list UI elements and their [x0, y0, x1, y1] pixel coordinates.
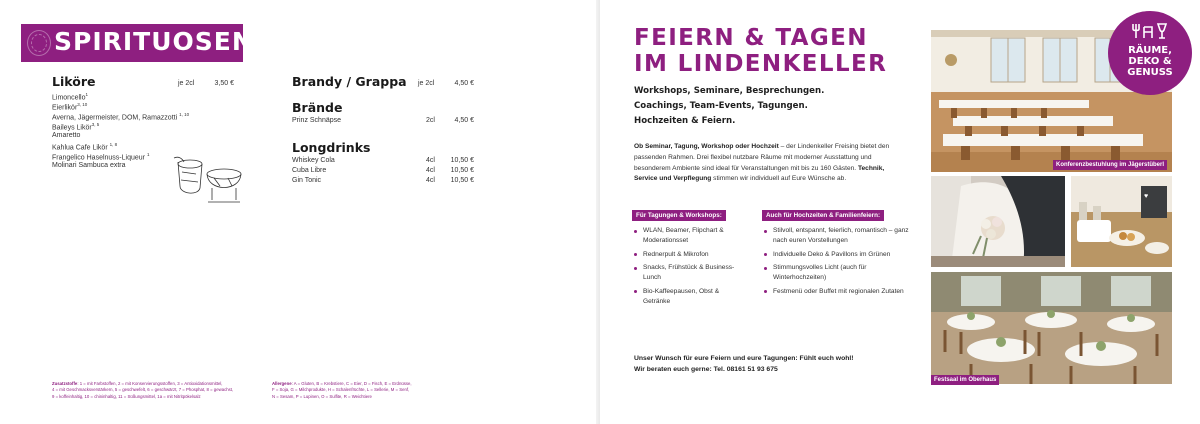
badge-text: RÄUME, DEKO & GENUSS [1127, 45, 1173, 78]
feature-badge [1108, 11, 1192, 95]
ornament-inner-icon [31, 34, 47, 52]
additives-footnote: Zusatzstoffe: 1 = mit Farbstoffen, 2 = mit Konservierungsstoffen, 3 = Antioxidationsmittel, 4 = mit Geschmacksverstärkern, 5 = geschwefelt, 6 = geschwärzt, 7 = Phosphat, 8 = gewachst, 9 = koffeinhaltig, 10 = chininhaltig, 11 = Süßungsmittel, 1a = mit Nitritpökelsalz [52, 381, 234, 399]
spirits-banner [21, 24, 254, 62]
list-item: Stimmungsvolles Licht (auch für Winterhochzeiten) [764, 263, 910, 283]
menu-item-unit: 4cl [426, 157, 435, 164]
section-title-brandy: Brandy / Grappa [292, 74, 407, 89]
mortar-sketch-illustration [166, 152, 246, 210]
menu-item-price: 10,50 € [450, 177, 474, 184]
menu-item: Eierlikör$^{3, 10}$ [52, 102, 88, 112]
caption-conference: Konferenzbestuhlung im Jägerstüberl [1053, 160, 1167, 170]
menu-item: Prinz Schnäpse [292, 117, 342, 124]
section-title-longdrinks: Longdrinks [292, 140, 371, 155]
menu-item-unit: 2cl [426, 117, 435, 124]
menu-item-price: 4,50 € [454, 117, 474, 124]
list-tagungen [634, 226, 744, 310]
intro-lines: Workshops, Seminare, Besprechungen. Coachings, Team-Events, Tagungen. Hochzeiten & Feiern. [634, 86, 825, 126]
menu-item: Kahlua Cafe Likör $^{1, 8}$ [52, 142, 118, 152]
list-hochzeiten [764, 226, 910, 300]
section-title-likoere: Liköre [52, 74, 96, 89]
menu-item: Whiskey Cola [292, 157, 335, 164]
menu-item: Limoncello$^1$ [52, 92, 88, 102]
description-paragraph: Ob Seminar, Tagung, Workshop oder Hochzeit – der Lindenkeller Freising bietet den passenden Rahmen. Drei flexibel nutzbare Räume mit moderner Ausstattung und besonderem Ambiente sind ideal für Veranstaltungen mit bis zu 160 Gästen. Technik, Service und Verpflegung stimmen wir individuell auf Eure Wünsche ab. [634, 143, 890, 183]
list-item: Individuelle Deko & Pavillons im Grünen [764, 250, 910, 260]
buffet-photo [1071, 176, 1172, 267]
label-hochzeiten: Auch für Hochzeiten & Familienfeiern: [762, 210, 884, 221]
section-title-braende: Brände [292, 100, 343, 115]
list-item: Rednerpult & Mikrofon [634, 250, 744, 260]
cutlery-chair-glass-icon [1108, 21, 1192, 41]
brandy-price: 4,50 € [454, 80, 474, 87]
caption-festsaal: Festsaal im Oberhaus [931, 375, 999, 385]
menu-item: Molinari Sambuca extra [52, 162, 126, 169]
menu-item-price: 10,50 € [450, 167, 474, 174]
likoere-unit: je 2cl [178, 80, 195, 87]
banner-title: SPIRITUOSEN [54, 27, 254, 56]
list-item: Snacks, Frühstück & Business-Lunch [634, 263, 744, 283]
menu-item: Frangelico Haselnuss-Liqueur $^1$ [52, 152, 150, 162]
menu-item-price: 10,50 € [450, 157, 474, 164]
menu-item: Baileys Likör$^{3, 5}$ [52, 122, 100, 132]
svg-text:♥: ♥ [1144, 193, 1149, 200]
brandy-unit: je 2cl [418, 80, 435, 87]
wedding-couple-photo [931, 176, 1065, 267]
page-title: FEIERN & TAGEN IM LINDENKELLER [634, 25, 888, 77]
menu-item-unit: 4cl [426, 167, 435, 174]
list-item: Festmenü oder Buffet mit regionalen Zutaten [764, 287, 910, 297]
festsaal-photo [931, 272, 1172, 384]
list-item: WLAN, Beamer, Flipchart & Moderationsset [634, 226, 744, 246]
allergens-footnote: Allergene: A = Gluten, B = Krebstiere, C = Eier, D = Fisch, E = Erdnüsse, F = Soja, G = Milchprodukte, H = Schalenfrüchte, L = Sellerie, M = Senf, N = Sesam, P = Lupinen, O = Sulfite, R = Weichtiere [272, 381, 412, 399]
menu-item: Amaretto [52, 132, 81, 139]
menu-item: Cuba Libre [292, 167, 327, 174]
list-item: Bio-Kaffeepausen, Obst & Getränke [634, 287, 744, 307]
menu-item-unit: 4cl [426, 177, 435, 184]
likoere-price: 3,50 € [214, 80, 234, 87]
list-item: Stilvoll, entspannt, feierlich, romantisch – ganz nach euren Vorstellungen [764, 226, 910, 246]
label-tagungen: Für Tagungen & Workshops: [632, 210, 726, 221]
event-page [600, 0, 1200, 424]
closing-text: Unser Wunsch für eure Feiern und eure Tagungen: Fühlt euch wohl! Wir beraten euch gerne: Tel. 08161 51 93 675 [634, 355, 854, 373]
menu-item: Averna, Jägermeister, DOM, Ramazzotti $^{1, 10}$ [52, 112, 190, 122]
menu-item: Gin Tonic [292, 177, 322, 184]
